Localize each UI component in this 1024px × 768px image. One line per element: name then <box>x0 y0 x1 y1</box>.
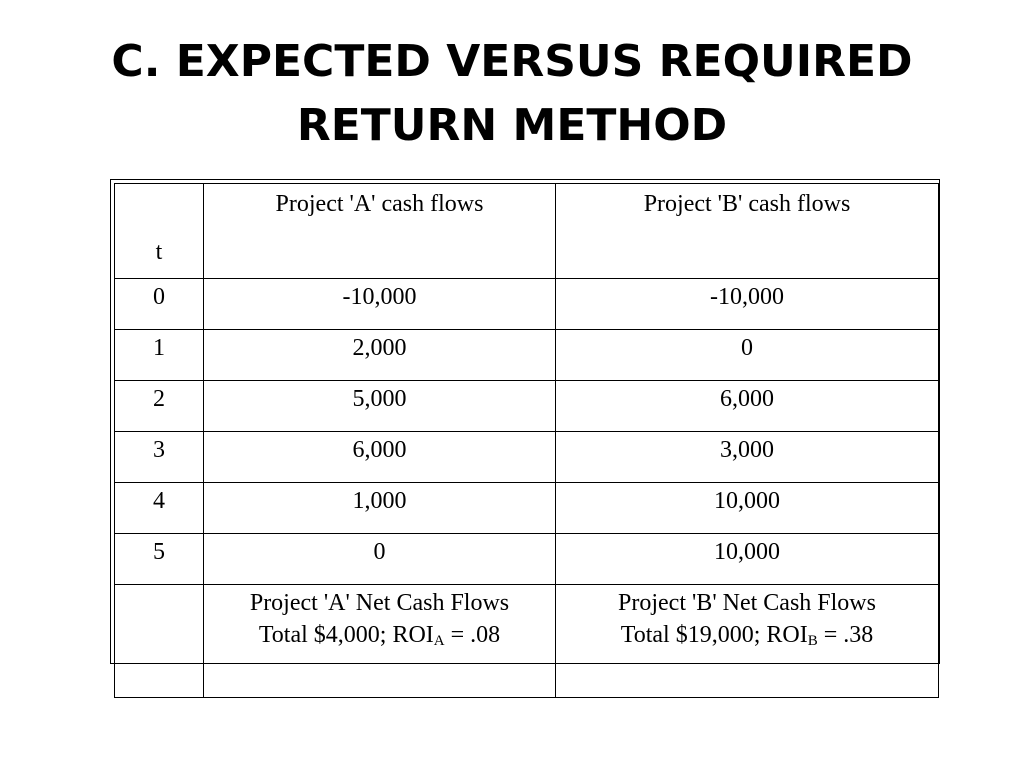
table-row <box>115 330 939 381</box>
cell-t-empty <box>115 585 204 698</box>
table-row <box>115 483 939 534</box>
cell-project-b: 3,000 <box>556 432 939 483</box>
totals-a-prefix: Total $4,000; ROI <box>258 622 434 648</box>
slide-title <box>0 30 1024 158</box>
header-project-b: Project 'B' cash flows <box>556 184 939 279</box>
cell-project-a: 5,000 <box>204 381 556 432</box>
cell-project-a: 0 <box>204 534 556 585</box>
cell-t: 0 <box>115 279 204 330</box>
totals-a-suffix: = .08 <box>444 622 501 648</box>
roi-b-subscript: B <box>807 633 818 649</box>
totals-a-value <box>208 619 551 651</box>
cell-t: 3 <box>115 432 204 483</box>
cell-t: 5 <box>115 534 204 585</box>
cell-project-a: 6,000 <box>204 432 556 483</box>
table-header-row <box>115 184 939 279</box>
table-row <box>115 432 939 483</box>
table-row <box>115 279 939 330</box>
cash-flow-table-frame <box>110 179 940 664</box>
cell-project-b: 10,000 <box>556 534 939 585</box>
cell-project-b: 0 <box>556 330 939 381</box>
roi-a-subscript: A <box>433 633 445 649</box>
table-row <box>115 534 939 585</box>
cash-flow-table <box>114 183 939 698</box>
title-line-2: RETURN METHOD <box>296 100 728 151</box>
totals-b-value <box>560 619 934 651</box>
totals-project-a <box>204 585 556 698</box>
cell-t: 4 <box>115 483 204 534</box>
cell-t: 2 <box>115 381 204 432</box>
totals-a-label: Project 'A' Net Cash Flows <box>249 590 510 616</box>
cell-project-a: 1,000 <box>204 483 556 534</box>
cell-project-a: -10,000 <box>204 279 556 330</box>
cell-project-b: 10,000 <box>556 483 939 534</box>
totals-project-b <box>556 585 939 698</box>
table-row <box>115 381 939 432</box>
cell-project-a: 2,000 <box>204 330 556 381</box>
header-project-a: Project 'A' cash flows <box>204 184 556 279</box>
table-totals-row <box>115 585 939 698</box>
totals-b-suffix: = .38 <box>817 622 874 648</box>
header-t: t <box>115 184 204 279</box>
totals-b-prefix: Total $19,000; ROI <box>620 622 808 648</box>
cell-project-b: 6,000 <box>556 381 939 432</box>
cell-project-b: -10,000 <box>556 279 939 330</box>
title-line-1: C. EXPECTED VERSUS REQUIRED <box>111 36 913 87</box>
totals-b-label: Project 'B' Net Cash Flows <box>618 590 876 616</box>
cell-t: 1 <box>115 330 204 381</box>
